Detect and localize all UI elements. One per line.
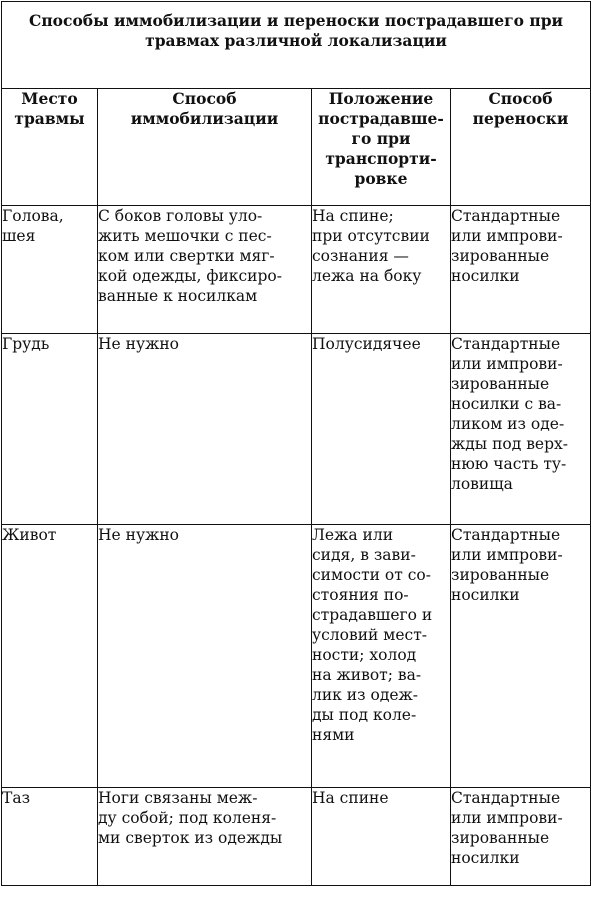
- table-row: [2, 525, 591, 788]
- header-place-text: Место травмы: [14, 89, 85, 128]
- table-title: Способы иммобилизации и переноски пострадавшего при травмах различной локализации: [28, 11, 564, 50]
- table-row: [2, 334, 591, 525]
- header-place: [2, 89, 98, 206]
- table-row: [2, 788, 591, 886]
- cell-position: На спине; при отсутсвии сознания — лежа на боку: [312, 206, 451, 334]
- immobilization-table: [1, 1, 591, 886]
- cell-position: Полусидячее: [312, 334, 451, 525]
- cell-immobilization: С боков головы уло- жить мешочки с пес- ком или свертки мяг- кой одежды, фиксиро- ванные к носилкам: [98, 206, 312, 334]
- header-carry-text: Способ переноски: [472, 89, 569, 128]
- cell-carry: Стандартные или импрови- зированные носилки: [451, 788, 591, 886]
- header-position-text: Положение пострадавше- го при транспорти- ровке: [318, 89, 444, 188]
- cell-carry: Стандартные или импрови- зированные носилки с ва- ликом из оде- жды под верх- нюю часть ту- ловища: [451, 334, 591, 525]
- header-carry: [451, 89, 591, 206]
- cell-position: Лежа или сидя, в зави- симости от со- стояния по- страдавшего и условий мест- ности; холод на живот; ва- лик из одеж- ды под коле- нями: [312, 525, 451, 788]
- cell-immobilization: Не нужно: [98, 525, 312, 788]
- header-row: [2, 89, 591, 206]
- table-title-cell: [2, 2, 591, 89]
- header-position: [312, 89, 451, 206]
- cell-immobilization: Ноги связаны меж- ду собой; под коленя- ми сверток из одежды: [98, 788, 312, 886]
- table-row: [2, 206, 591, 334]
- cell-place: Таз: [2, 788, 98, 886]
- cell-place: Живот: [2, 525, 98, 788]
- header-immobilization: [98, 89, 312, 206]
- cell-place: Голова, шея: [2, 206, 98, 334]
- cell-immobilization: Не нужно: [98, 334, 312, 525]
- cell-place: Грудь: [2, 334, 98, 525]
- title-row: [2, 2, 591, 89]
- cell-position: На спине: [312, 788, 451, 886]
- cell-carry: Стандартные или импрови- зированные носилки: [451, 206, 591, 334]
- header-immobilization-text: Способ иммобилизации: [130, 89, 279, 128]
- cell-carry: Стандартные или импрови- зированные носилки: [451, 525, 591, 788]
